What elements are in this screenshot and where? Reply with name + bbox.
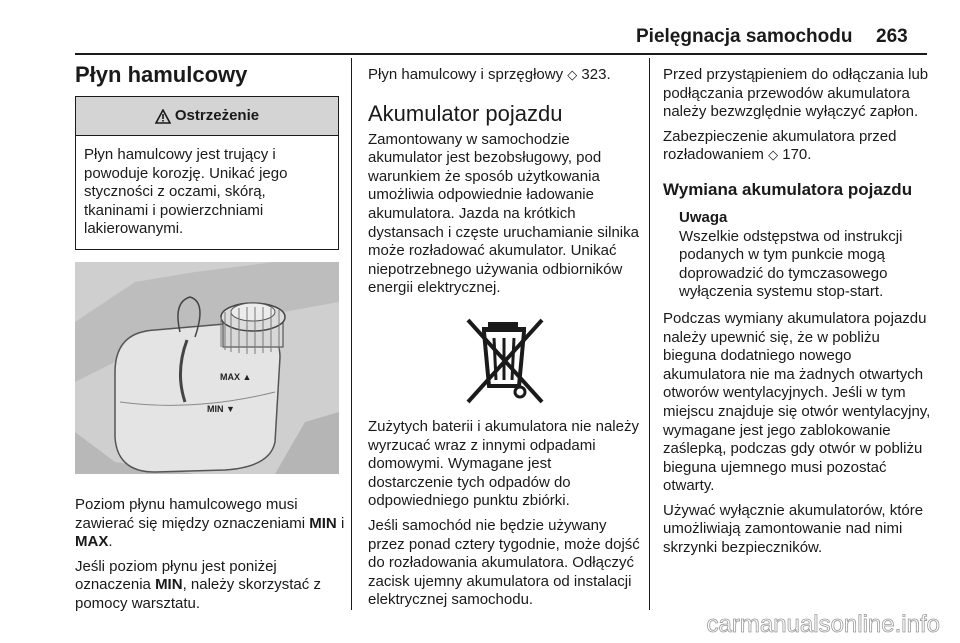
watermark-text: carmanualsonline.info [706, 612, 940, 638]
page-reference-arrow-icon: ◇ [768, 147, 779, 163]
text: Płyn hamulcowy i sprzęgłowy [368, 66, 564, 83]
note-block [663, 209, 933, 302]
battery-paragraph-2: Zużytych baterii i akumulatora nie należy wyrzucać wraz z innymi odpadami domowymi. Wymagane jest dostarczenie tych odpadów do odpowiedniego punktu zbiórki. [368, 417, 639, 510]
section-title-battery: Akumulator pojazdu [368, 100, 563, 126]
watermark [600, 612, 940, 638]
photo-min-label: MIN ▼ [207, 403, 235, 414]
warning-label: Ostrzeżenie [174, 106, 260, 124]
brake-fluid-reservoir-photo [75, 262, 339, 474]
photo-max-label: MAX ▲ [220, 371, 252, 382]
battery-paragraph-3: Jeśli samochód nie będzie używany przez ponad cztery tygodnie, może dojść do rozładowania akumulatora. Odłączyć zacisk ujemny akumulatora od instalacji elektrycznej samochodu. [368, 516, 640, 609]
warning-triangle-icon [155, 109, 171, 124]
text: Poziom płynu hamulcowego musi zawierać się między oznaczeniami [75, 495, 306, 532]
min-mark: MIN [155, 576, 183, 594]
column-divider-1 [351, 58, 352, 610]
page-ref: 323. [581, 66, 611, 83]
note-title: Uwaga [679, 208, 728, 226]
subsection-title-battery-replacement: Wymiana akumulatora pojazdu [663, 179, 913, 199]
column-1 [75, 62, 345, 614]
paragraph-below-min [75, 558, 345, 614]
text: , należy skorzystać z pomocy warsztatu. [75, 576, 321, 612]
battery-paragraph-1: Zamontowany w samochodzie akumulator jest bezobsługowy, pod warunkiem że sposób użytkowania umożliwia odpowiednie ładowanie akumulatora. Jazda na krótkich dystansach i częste uruchamianie silnika może rozładować akumulator. Unikać niepotrzebnego używania odbiorników energii elektrycznej. [368, 130, 639, 297]
paragraph-min-max [75, 496, 345, 552]
text: Zabezpieczenie akumulatora przed rozładowaniem [663, 127, 897, 164]
page-number: 263 [876, 26, 908, 47]
text: . [108, 533, 113, 551]
header-title: Pielęgnacja samochodu [636, 26, 853, 47]
warning-text: Płyn hamulcowy jest trujący i powoduje korozję. Unikać jego styczności z oczami, skórą, tkaninami i powierzchniami lakierowanymi. [84, 146, 288, 238]
column-3 [663, 66, 933, 558]
min-mark: MIN [309, 514, 337, 532]
crossed-out-bin-icon [458, 314, 550, 406]
reservoir-illustration [75, 262, 339, 474]
column-divider-2 [649, 58, 650, 610]
warning-header [76, 97, 338, 136]
section-title-brake-fluid: Płyn hamulcowy [75, 62, 248, 87]
max-mark: MAX [75, 533, 109, 551]
page-ref: 170. [782, 146, 812, 164]
warning-box [75, 96, 339, 250]
text: Jeśli poziom płynu jest poniżej oznaczenia [75, 557, 277, 594]
cross-reference-discharge [663, 128, 933, 165]
header-rule [75, 53, 927, 55]
text: i [340, 514, 345, 532]
page-reference-arrow-icon: ◇ [567, 67, 578, 82]
battery-paragraph-6: Używać wyłącznie akumulatorów, które umożliwiają zamontowanie nad nimi skrzynki bezpieczników. [663, 501, 924, 557]
cross-reference-brake-fluid [368, 66, 640, 85]
battery-paragraph-5: Podczas wymiany akumulatora pojazdu należy upewnić się, że w pobliżu bieguna dodatniego nowego akumulatora nie ma żadnych otwartych otworów wentylacyjnych. Jeśli w tym miejscu znajduje się otwór wentylacyjny, wymagane jest jego zablokowanie zaślepką, podczas gdy otwór w pobliżu bieguna ujemnego musi pozostać otwarty. [663, 309, 931, 495]
battery-paragraph-4: Przed przystąpieniem do odłączania lub podłączania przewodów akumulatora należy bezwzględnie wyłączyć zapłon. [663, 66, 929, 121]
column-2 [368, 66, 640, 610]
note-text: Wszelkie odstępstwa od instrukcji podanych w tym punkcie mogą doprowadzić do tymczasowego wyłączenia systemu stop-start. [679, 227, 903, 301]
